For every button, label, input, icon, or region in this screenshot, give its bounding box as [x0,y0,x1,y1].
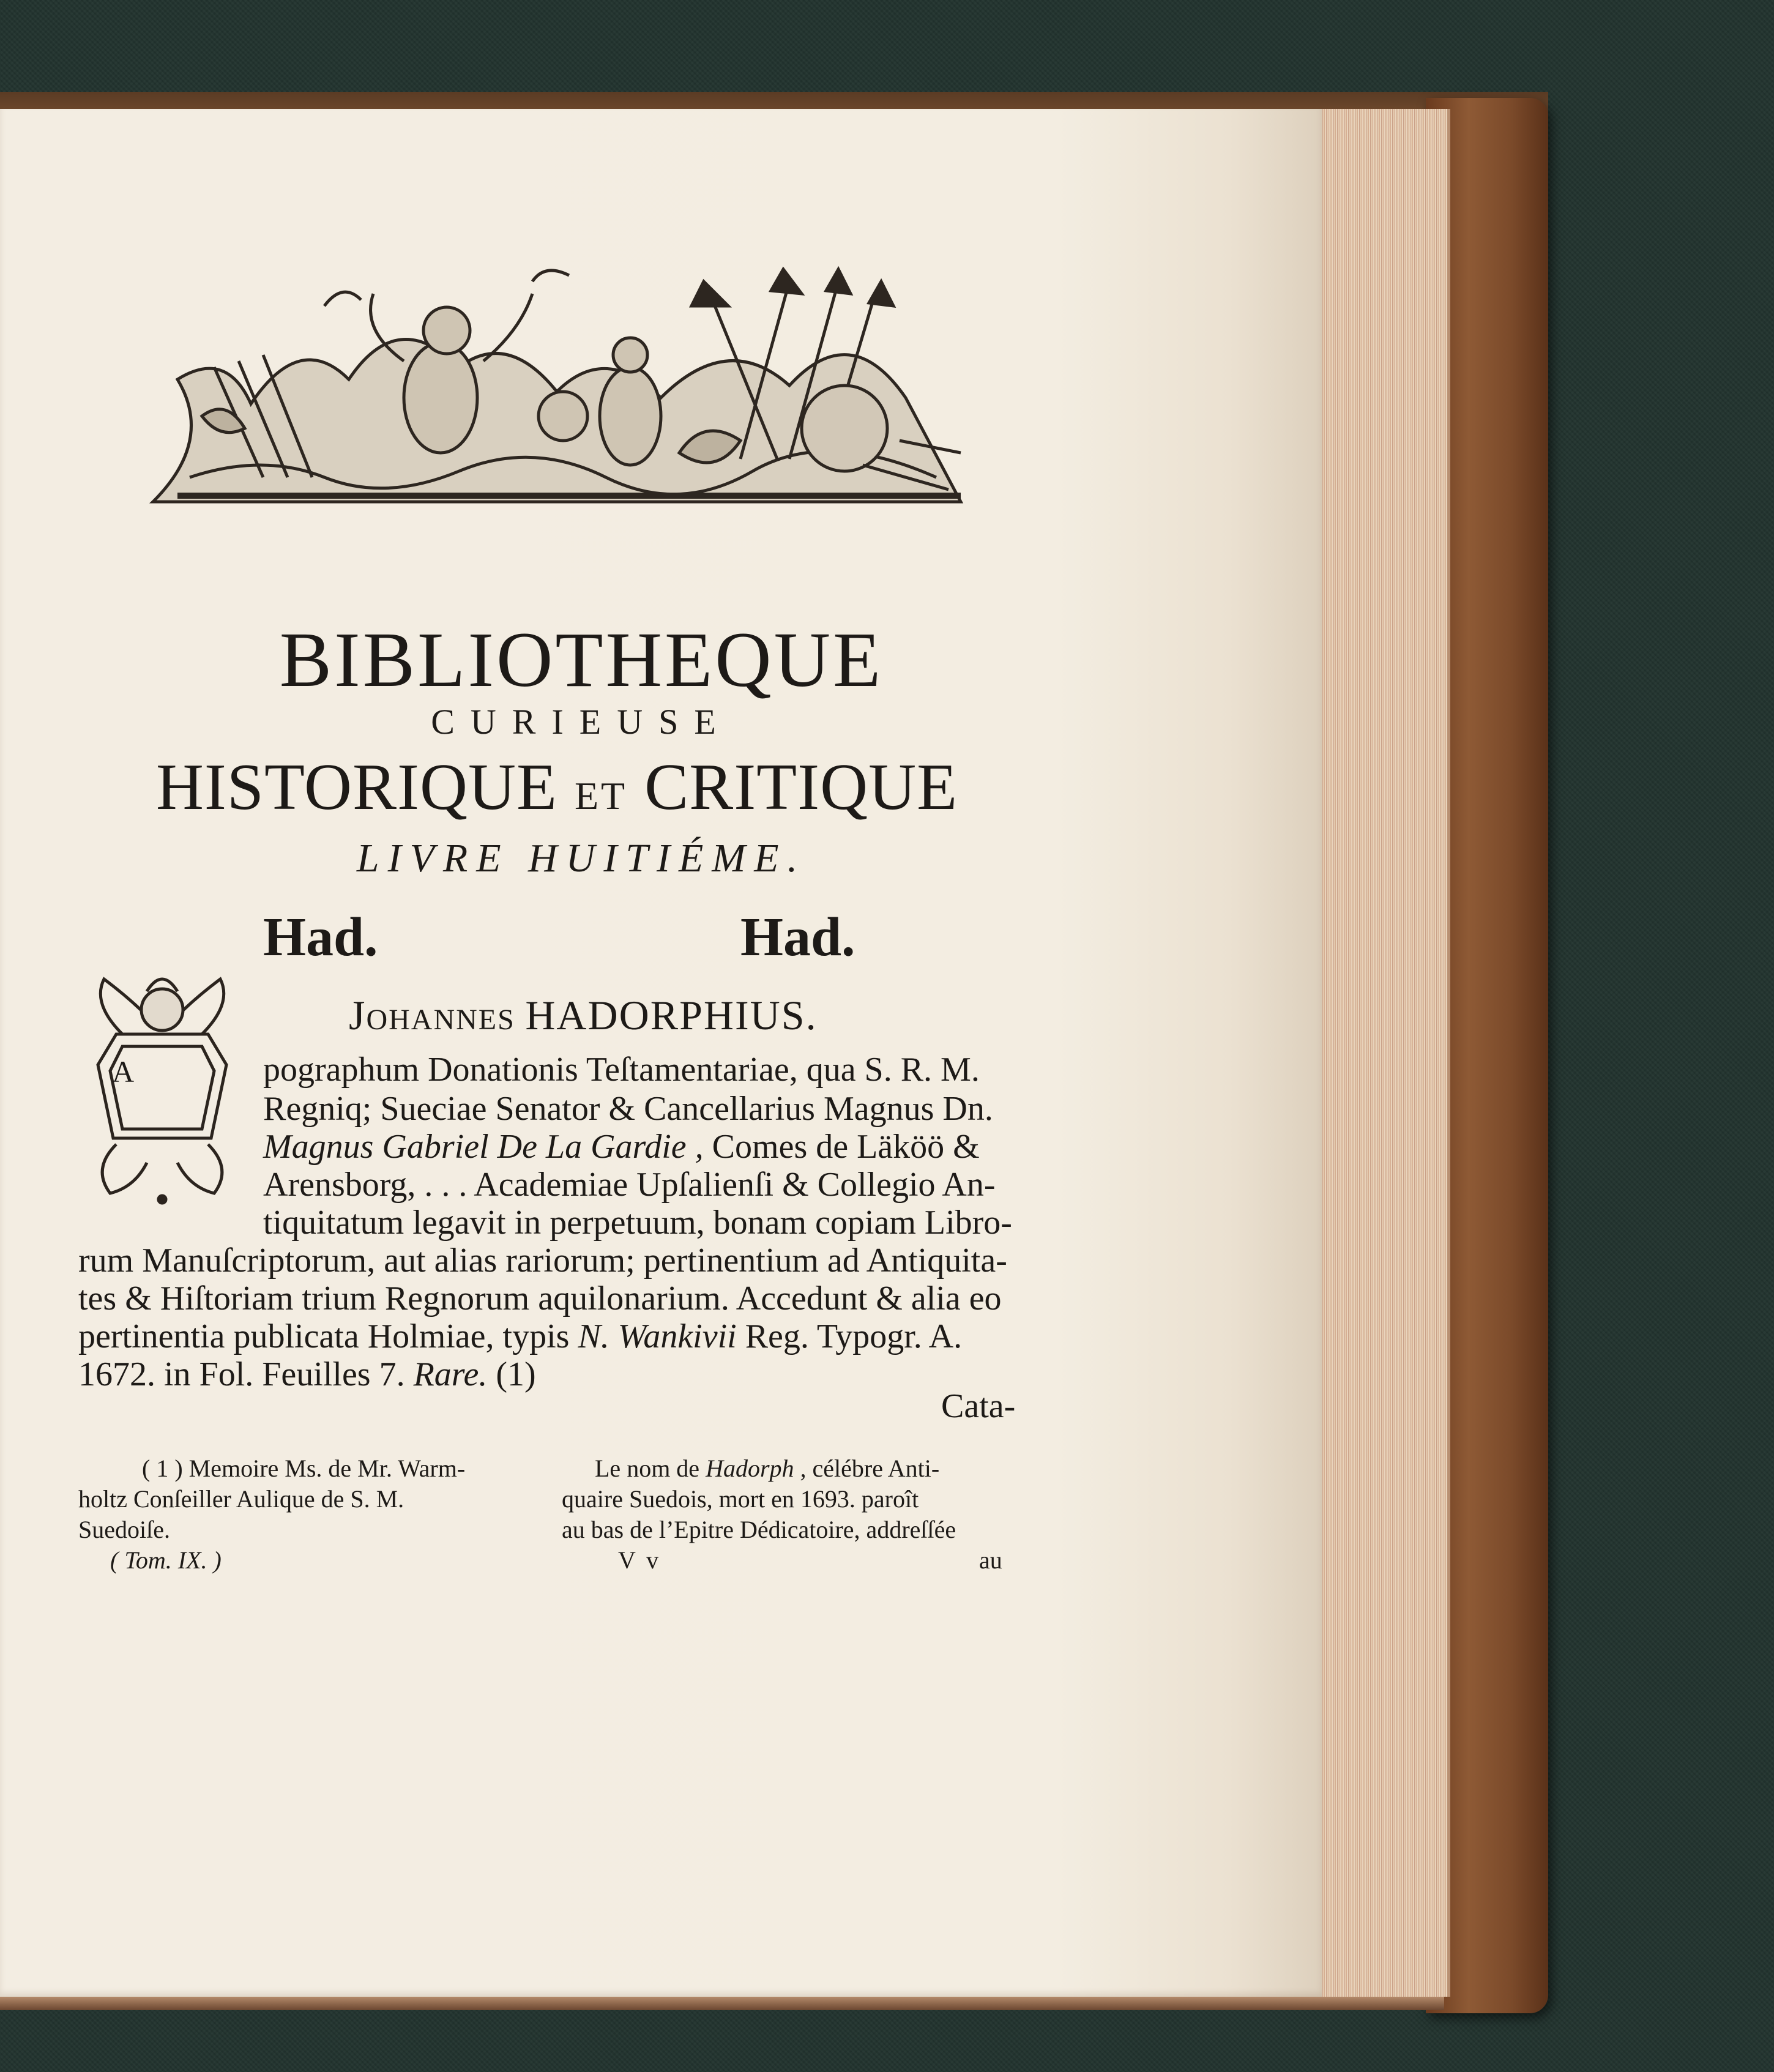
subtitle-historique: HISTORIQUE [155,751,557,824]
footnote-right-line-3: au bas de l’Epitre Dédicatoire, addreſſée [562,1516,956,1543]
footnote-left-line-1: ( 1 ) Memoire Ms. de Mr. Warm- [142,1455,466,1482]
footnote-left-line-2: holtz Conſeiller Aulique de S. M. [78,1485,404,1513]
body-line-7: tes & Hiſtoriam trium Regnorum aquilonarium. Accedunt & alia eo [78,1280,1002,1317]
footnote-right-l1-a: Le nom de [595,1455,700,1482]
body-line-8-start: pertinentia publicata Holmiae, [78,1317,494,1355]
body-line-8-end: Reg. Typogr. A. [745,1317,963,1355]
body-line-9-start: 1672. in Fol. Feuilles 7. [78,1355,405,1393]
dropcap-letter: A [112,1054,135,1089]
signature-mark: V v [618,1546,662,1574]
body-line-1: pographum Donationis Teſtamentariae, qua S. R. M. [263,1051,980,1089]
footnote-right-line-4: au [979,1546,1002,1574]
footnote-right-line-1 [595,1456,939,1481]
subtitle-curieuse: CURIEUSE [431,702,732,742]
body-line-3-rest: Comes de Läköö & [712,1128,980,1166]
footnote-right-l1-b: célébre Anti- [812,1455,940,1482]
volume-signature: ( Tom. IX. ) [110,1546,222,1574]
rarity-label: Rare. [413,1355,488,1393]
author-last-name: HADORPHIUS. [525,992,818,1038]
author-first-name: Johannes [349,992,515,1038]
book-label: LIVRE HUITIÉME. [356,836,807,881]
body-line-8-italic: N. Wankivii [578,1317,737,1355]
author-heading [349,991,818,1040]
footnote-left-line-3: Suedoiſe. [78,1516,170,1543]
body-line-8-typis: typis [502,1317,570,1355]
footnote-ref: (1) [496,1355,536,1393]
headpiece-engraving [141,257,973,526]
footnote-right-l1-italic: Hadorph , [706,1455,807,1482]
catchword: Cata- [941,1387,1016,1425]
body-line-8 [78,1319,962,1354]
book-bottom-edge [0,1997,1444,2010]
subtitle-conjunction: ET [574,774,628,818]
body-line-9 [78,1357,536,1392]
body-line-3-italic: Magnus Gabriel De La Gardie , [263,1128,704,1166]
subtitle-historique-critique [135,750,979,825]
body-line-5: tiquitatum legavit in perpetuum, bonam copiam Libro- [263,1204,1012,1242]
running-head-left: Had. [263,907,378,967]
page-fore-edge [1316,109,1450,1997]
subtitle-critique: CRITIQUE [644,751,958,824]
body-line-2: Regniq; Sueciae Senator & Cancellarius Magnus Dn. [263,1090,993,1128]
body-line-6: rum Manuſcriptorum, aut alias rariorum; pertinentium ad Antiquita- [78,1242,1007,1280]
footnote-right-line-2: quaire Suedois, mort en 1693. paroît [562,1485,919,1513]
dropcap-ornament [80,967,245,1212]
running-head-right: Had. [740,907,855,967]
body-line-3 [263,1130,980,1164]
page-title: BIBLIOTHEQUE [279,616,884,703]
body-line-4: Arensborg, . . . Academiae Upſalienſi & Collegio An- [263,1166,996,1204]
